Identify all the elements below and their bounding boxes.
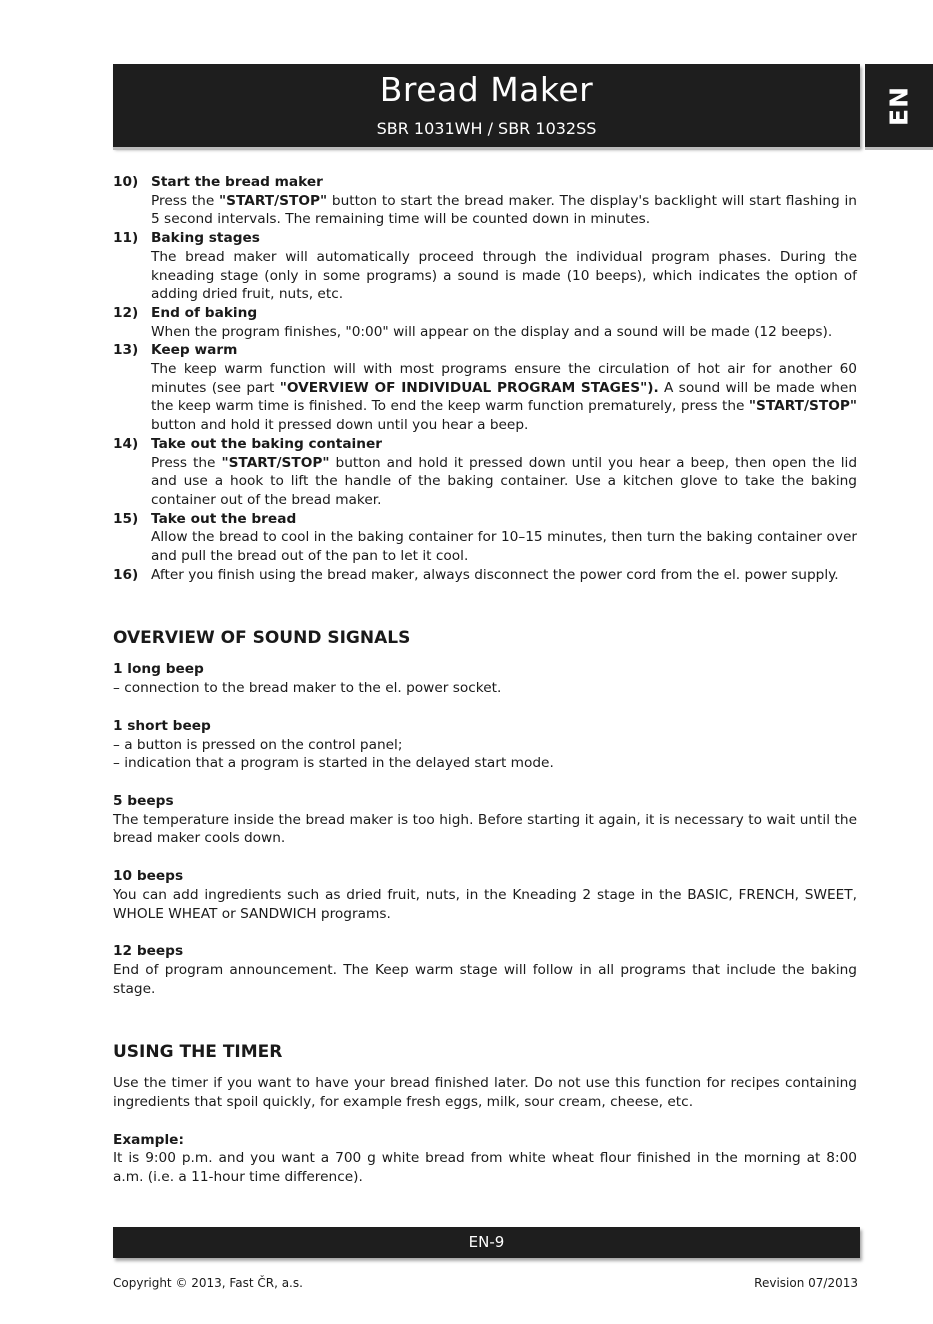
step-number: 11) <box>113 230 139 247</box>
signal-entry <box>113 660 857 697</box>
signal-text: – a button is pressed on the control panel; <box>113 736 403 753</box>
step-item <box>113 341 857 435</box>
signal-title: 10 beeps <box>113 868 184 885</box>
signal-title: 1 short beep <box>113 717 211 734</box>
signal-text: – indication that a program is started in the delayed start mode. <box>113 755 554 772</box>
signal-title: 5 beeps <box>113 792 174 809</box>
step-number: 16) <box>113 566 139 583</box>
step-item <box>113 566 857 585</box>
step-text: The bread maker will automatically proceed through the individual program phases. During the kneading stage (only in some programs) a sound is made (10 beeps), which indicates the option of adding dried fruit, nuts, etc. <box>151 248 857 303</box>
timer-intro: Use the timer if you want to have your bread finished later. Do not use this function for recipes containing ingredients that spoil quickly, for example fresh eggs, milk, sour cream, cheese, etc. <box>113 1075 857 1111</box>
tab-rule <box>865 147 933 150</box>
step-title: Take out the bread <box>151 510 297 527</box>
section-heading-sound-signals: OVERVIEW OF SOUND SIGNALS <box>113 628 411 649</box>
signal-text: End of program announcement. The Keep warm stage will follow in all programs that include the baking stage. <box>113 961 857 997</box>
step-item <box>113 435 857 510</box>
step-text: After you finish using the bread maker, always disconnect the power cord from the el. power supply. <box>151 566 839 583</box>
step-title: Start the bread maker <box>151 174 323 190</box>
signal-entry <box>113 942 857 998</box>
step-number: 12) <box>113 304 139 321</box>
signal-entry <box>113 717 857 773</box>
copyright-notice: Copyright © 2013, Fast ČR, a.s. <box>113 1276 303 1290</box>
page-content <box>113 173 857 1187</box>
step-text: When the program finishes, "0:00" will appear on the display and a sound will be made (12 beeps). <box>151 323 833 340</box>
step-number: 14) <box>113 435 139 452</box>
signal-text: You can add ingredients such as dried fruit, nuts, in the Kneading 2 stage in the BASIC, FRENCH, SWEET, WHOLE WHEAT or SANDWICH programs. <box>113 886 857 922</box>
step-item <box>113 510 857 566</box>
signal-entry <box>113 867 857 923</box>
section-heading-timer: USING THE TIMER <box>113 1042 283 1063</box>
step-number: 13) <box>113 342 139 359</box>
language-tab <box>865 64 933 147</box>
revision-label: Revision 07/2013 <box>754 1276 858 1290</box>
document-title: Bread Maker <box>379 70 594 109</box>
model-numbers: SBR 1031WH / SBR 1032SS <box>376 119 597 138</box>
step-text: Press the "START/STOP" button to start the bread maker. The display's backlight will start flashing in 5 second intervals. The remaining time will be counted down in minutes. <box>151 192 857 228</box>
step-number: 15) <box>113 510 139 527</box>
step-item <box>113 229 857 304</box>
step-title: Keep warm <box>151 342 238 359</box>
signal-title: 12 beeps <box>113 943 184 960</box>
step-item <box>113 173 857 229</box>
signal-entry <box>113 792 857 848</box>
step-item <box>113 304 857 341</box>
header-rule <box>113 147 860 150</box>
language-label: EN <box>884 85 914 126</box>
step-title: Baking stages <box>151 230 260 247</box>
header-banner <box>113 64 860 147</box>
signal-title: 1 long beep <box>113 661 204 678</box>
step-text: The keep warm function will with most programs ensure the circulation of hot air for another 60 minutes (see part "OVERVIEW OF INDIVIDUAL PROGRAM STAGES"). A sound will be made when the keep warm time is finished. To end the keep warm function prematurely, press the "START/STOP" button and hold it pressed down until you hear a beep. <box>151 361 857 434</box>
step-text: Allow the bread to cool in the baking container for 10–15 minutes, then turn the baking container over and pull the bread out of the pan to let it cool. <box>151 529 857 565</box>
example-text: It is 9:00 p.m. and you want a 700 g white bread from white wheat flour finished in the morning at 8:00 a.m. (i.e. a 11-hour time difference). <box>113 1150 857 1186</box>
step-title: Take out the baking container <box>151 435 383 452</box>
page-number-bar <box>113 1227 860 1258</box>
step-number: 10) <box>113 174 139 190</box>
example-title: Example: <box>113 1131 184 1148</box>
step-text: Press the "START/STOP" button and hold it pressed down until you hear a beep, then open the lid and use a hook to lift the handle of the baking container. Use a kitchen glove to take the baking container out of the bread maker. <box>151 454 858 508</box>
page-number: EN-9 <box>468 1233 505 1251</box>
signal-text: The temperature inside the bread maker is too high. Before starting it again, it is necessary to wait until the bread maker cools down. <box>113 811 857 847</box>
signal-text: – connection to the bread maker to the el. power socket. <box>113 680 502 697</box>
step-title: End of baking <box>151 304 258 321</box>
